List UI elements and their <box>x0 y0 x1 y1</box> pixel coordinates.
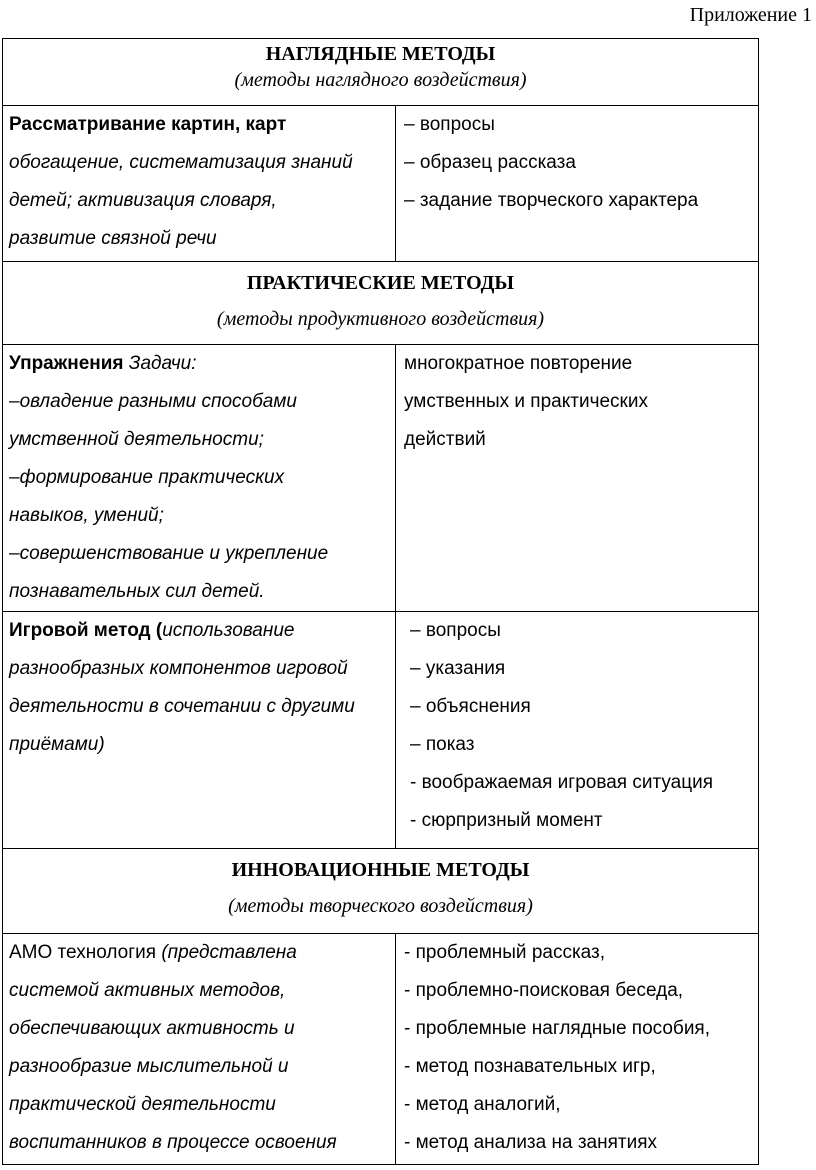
method-heading: АМО технология <box>9 942 162 963</box>
list-item: – показ <box>410 734 475 755</box>
section-header-practical <box>3 262 759 345</box>
list-item: - метод познавательных игр, <box>404 1056 656 1077</box>
text-line: системой активных методов, <box>9 980 286 1001</box>
exercises-right-cell <box>396 345 759 612</box>
section-title: ИННОВАЦИОННЫЕ МЕТОДЫ <box>231 859 530 881</box>
method-heading: Упражнения <box>9 353 124 374</box>
innovative-right-cell <box>396 934 759 1165</box>
section-title: НАГЛЯДНЫЕ МЕТОДЫ <box>265 43 496 65</box>
list-item: - воображаемая игровая ситуация <box>410 772 714 793</box>
text-line: воспитанников в процессе освоения <box>9 1132 337 1153</box>
innovative-left-cell <box>3 934 396 1165</box>
list-item: - проблемный рассказ, <box>404 942 606 963</box>
text-line: умственной деятельности; <box>9 429 264 450</box>
appendix-label: Приложение 1 <box>689 4 812 26</box>
list-item: - сюрпризный момент <box>410 810 603 831</box>
list-item: – объяснения <box>410 696 531 717</box>
list-item: – вопросы <box>410 620 501 641</box>
text-line: действий <box>404 429 486 450</box>
list-item: – образец рассказа <box>404 152 576 173</box>
text-line: умственных и практических <box>404 391 648 412</box>
list-item: - метод аналогий, <box>404 1094 561 1115</box>
methods-table <box>2 38 759 1165</box>
text-line: –овладение разными способами <box>9 391 297 412</box>
heading-tail: использование <box>162 620 295 641</box>
list-item: - проблемно-поисковая беседа, <box>404 980 684 1001</box>
visual-left-cell <box>3 106 396 262</box>
heading-tail: Задачи: <box>123 353 197 374</box>
list-item: – задание творческого характера <box>404 190 699 211</box>
visual-right-cell <box>396 106 759 262</box>
text-line: –формирование практических <box>9 467 285 488</box>
list-item: – указания <box>410 658 506 679</box>
game-right-cell <box>396 612 759 849</box>
section-subtitle: (методы продуктивного воздействия) <box>216 308 545 330</box>
text-line: приёмами) <box>9 734 105 755</box>
exercises-left-cell <box>3 345 396 612</box>
text-line: деятельности в сочетании с другими <box>9 696 355 717</box>
section-header-innovative <box>3 849 759 934</box>
text-line: навыков, умений; <box>9 505 164 526</box>
text-line: развитие связной речи <box>9 228 217 249</box>
section-header-visual <box>3 39 759 106</box>
method-heading: Рассматривание картин, карт <box>9 114 287 135</box>
method-heading: Игровой метод ( <box>9 620 163 641</box>
list-item: - метод анализа на занятиях <box>404 1132 657 1153</box>
text-line: разнообразие мыслительной и <box>9 1056 289 1077</box>
list-item: – вопросы <box>404 114 495 135</box>
text-line: обеспечивающих активность и <box>9 1018 295 1039</box>
list-item: - проблемные наглядные пособия, <box>404 1018 710 1039</box>
text-line: детей; активизация словаря, <box>9 190 277 211</box>
game-left-cell <box>3 612 396 849</box>
text-line: познавательных сил детей. <box>9 581 265 602</box>
text-line: разнообразных компонентов игровой <box>9 658 348 679</box>
text-line: обогащение, систематизация знаний <box>9 152 353 173</box>
text-line: –совершенствование и укрепление <box>9 543 329 564</box>
section-subtitle: (методы наглядного воздействия) <box>234 69 527 91</box>
section-subtitle: (методы творческого воздействия) <box>228 895 533 917</box>
heading-tail: (представлена <box>161 942 297 963</box>
text-line: практической деятельности <box>9 1094 276 1115</box>
section-title: ПРАКТИЧЕСКИЕ МЕТОДЫ <box>246 272 515 294</box>
text-line: многократное повторение <box>404 353 633 374</box>
